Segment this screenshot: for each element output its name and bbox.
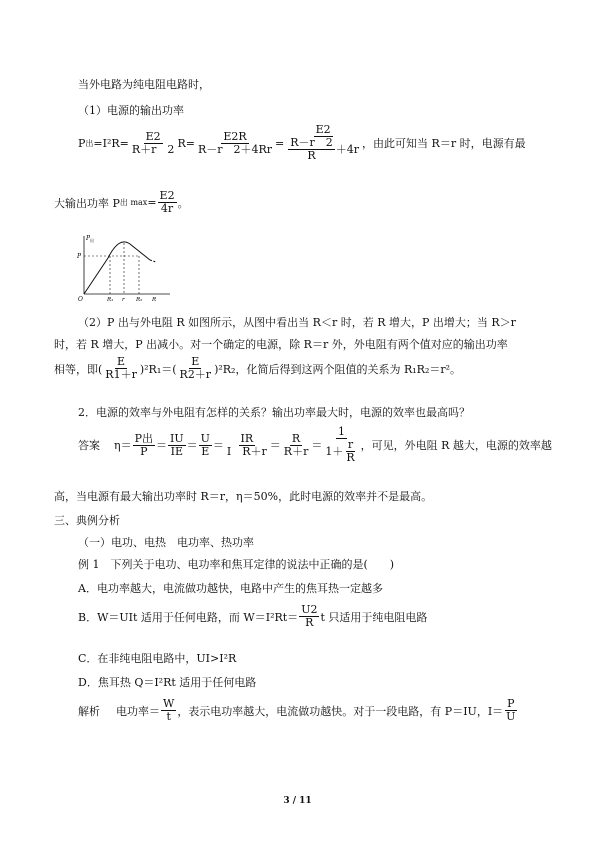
analysis-line (78, 698, 518, 723)
fraction-3-num: E2 (315, 123, 331, 136)
formula-output-power (78, 124, 526, 162)
eta-frac-4-num: IR (240, 431, 254, 445)
p-subscript: 出 (85, 138, 94, 148)
eta-frac-3-den: E (201, 444, 210, 458)
eta-frac-3-num: U (200, 431, 210, 445)
equal-frac-2-num: E (191, 355, 200, 368)
fraction-1-den: R＋r 2 (131, 142, 175, 156)
eta-frac-5 (282, 433, 311, 458)
eta-frac-1-den: P (140, 444, 148, 458)
max-power-den: 4r (160, 202, 174, 215)
option-b-post: t 只适用于纯电阻电路 (320, 610, 428, 624)
eta-symbol: η＝ (114, 439, 132, 452)
answer-label: 答案 (78, 439, 100, 452)
example-1: 例 1 下列关于电功、电功率和焦耳定律的说法中正确的是( ) (78, 558, 395, 571)
subsection-1-heading: （一）电功、电热 电功率、热功率 (78, 536, 254, 549)
text-line-external-circuit: 当外电路为纯电阻电路时， (78, 78, 210, 91)
eta-frac-1 (133, 433, 155, 458)
eta-frac-6-inner (344, 439, 356, 464)
eta-frac-2 (168, 433, 186, 458)
eta-frac-4 (225, 433, 269, 458)
max-power-pre: 大输出功率 P (54, 196, 120, 210)
analysis-frac-2-den: U (506, 710, 516, 723)
fraction-3-den (285, 137, 361, 162)
eq-i2r: =I²R= (93, 136, 129, 150)
para-2-line-3 (54, 356, 461, 381)
eta-frac-2-num: IU (170, 431, 184, 445)
eta-frac-6 (323, 426, 359, 464)
equal-frac-1 (103, 356, 139, 381)
option-a: A．电功率越大，电流做功越快，电路中产生的焦耳热一定越多 (78, 582, 383, 595)
question-2: 2．电源的效率与外电阻有怎样的关系？输出功率最大时，电源的效率也最高吗？ (78, 406, 470, 419)
max-power-line (54, 190, 189, 215)
eta-frac-6-num: 1 (337, 425, 345, 438)
eq-r: R= (177, 136, 195, 150)
tick-r1: R₁ (107, 297, 114, 302)
analysis-post: ，表示电功率越大，电流做功越快。对于一段电路，有 P＝IU，I＝ (177, 704, 504, 718)
eta-frac-2-den: IE (170, 444, 183, 458)
fraction-3-plus: ＋4r (335, 142, 360, 156)
analysis-frac-2 (504, 698, 517, 723)
eta-frac-6-den (323, 439, 359, 464)
p-level-label: P (77, 253, 82, 260)
fraction-2-num: E2R (223, 129, 247, 143)
option-d: D．焦耳热 Q＝I²Rt 适用于任何电路 (78, 676, 257, 689)
fraction-1 (130, 131, 177, 156)
para-2-line-2: 时，若 R 增大，P 出减小。对一个确定的电源，除 R＝r 外，外电阻有两个值对应的输出功率 (54, 338, 508, 351)
y-axis-label: P (86, 235, 91, 242)
fraction-1-num: E2 (145, 129, 161, 143)
max-power-eq: = (147, 196, 157, 209)
equal-frac-1-den: R1＋r (105, 368, 137, 381)
eta-frac-6-den-pre: 1＋ (325, 444, 344, 458)
option-b-den: R (305, 616, 314, 629)
answer-formula: 答案 η＝ $\frac{\text{P出}}{P}$ ＝ $\frac{IU}{IE}$ ＝ $\frac{U}{E}$ ＝ $\frac{IR}{\text{I R＋r}}$ ＝ $\frac{R}{R+r}$ ＝ 1 1＋ $\frac{r}{R}$ ，可见，外电阻 R 越大，电源的效率越 (78, 425, 552, 464)
fraction-2-den: R－r 2＋4Rr (197, 142, 273, 156)
option-b-pre: B．W＝UIt 适用于任何电路，而 W＝I²Rt＝ (78, 610, 299, 624)
equal-mid: )²R₁＝( (139, 362, 177, 376)
answer-after: ，可见，外电阻 R 越大，电源的效率越 (360, 439, 552, 452)
eta-frac-4-den: I R＋r (226, 444, 267, 458)
eq-3: = (275, 136, 285, 150)
power-curve-tail (150, 260, 156, 262)
origin-label: O (78, 296, 83, 302)
section-3-heading: 三、典例分析 (54, 514, 120, 527)
equal-post: )²R₂，化简后得到这两个阻值的关系为 R₁R₂＝r²。 (214, 362, 462, 376)
eta-frac-6-inner-den: R (346, 451, 355, 464)
fraction-3-inner-num: R－r 2 (290, 136, 333, 149)
fraction-3-inner-den: R (307, 149, 316, 162)
fraction-3-inner (288, 137, 335, 162)
tick-R: R (152, 297, 157, 302)
eta-frac-3 (199, 433, 212, 458)
equal-frac-2-den: R2＋r (179, 368, 212, 381)
equal-frac-1-num: E (117, 355, 126, 368)
equal-pre: 相等，即( (54, 362, 103, 376)
option-b-num: U2 (301, 603, 318, 616)
power-curve (84, 242, 150, 294)
para-2-line-1: （2）P 出与外电阻 R 如图所示，从图中看出当 R＜r 时，若 R 增大，P 出增大；当 R＞r (78, 316, 516, 329)
max-power-sub: 出 max (119, 198, 148, 207)
eta-frac-5-num: R (291, 431, 301, 445)
equal-frac-2 (178, 356, 214, 381)
heading-output-power: （1）电源的输出功率 (78, 104, 184, 117)
option-b-frac (299, 604, 319, 629)
tick-r2: R₂ (136, 297, 143, 302)
fraction-2 (196, 131, 274, 156)
option-b (78, 604, 427, 629)
max-power-end: 。 (177, 196, 189, 210)
answer-line-2: 高，当电源有最大输出功率时 R＝r，η＝50%，此时电源的效率并不是最高。 (54, 490, 433, 503)
analysis-frac-1 (161, 698, 176, 723)
analysis-pre: 电功率＝ (116, 704, 160, 718)
analysis-label: 解析 (78, 704, 100, 718)
conclusion-text: ，由此可知当 R＝r 时，电源有最 (362, 137, 526, 150)
analysis-frac-1-den: t (166, 710, 171, 723)
option-c: C．在非纯电阻电路中，UI>I²R (78, 652, 237, 665)
analysis-frac-2-num: P (507, 697, 515, 710)
tick-r: r (122, 297, 125, 302)
eta-frac-1-num: P出 (134, 431, 153, 445)
y-axis-label-sub: 出 (90, 238, 94, 243)
eta-frac-6-inner-num: r (347, 438, 354, 451)
max-power-fraction (158, 190, 177, 215)
analysis-frac-1-num: W (163, 697, 175, 710)
fraction-3 (285, 124, 361, 162)
max-power-num: E2 (159, 189, 175, 202)
page-number: 3 / 11 (283, 796, 312, 806)
p-symbol: P (78, 136, 86, 150)
eta-frac-5-den: R＋r (283, 444, 309, 458)
output-power-graph (74, 232, 174, 302)
